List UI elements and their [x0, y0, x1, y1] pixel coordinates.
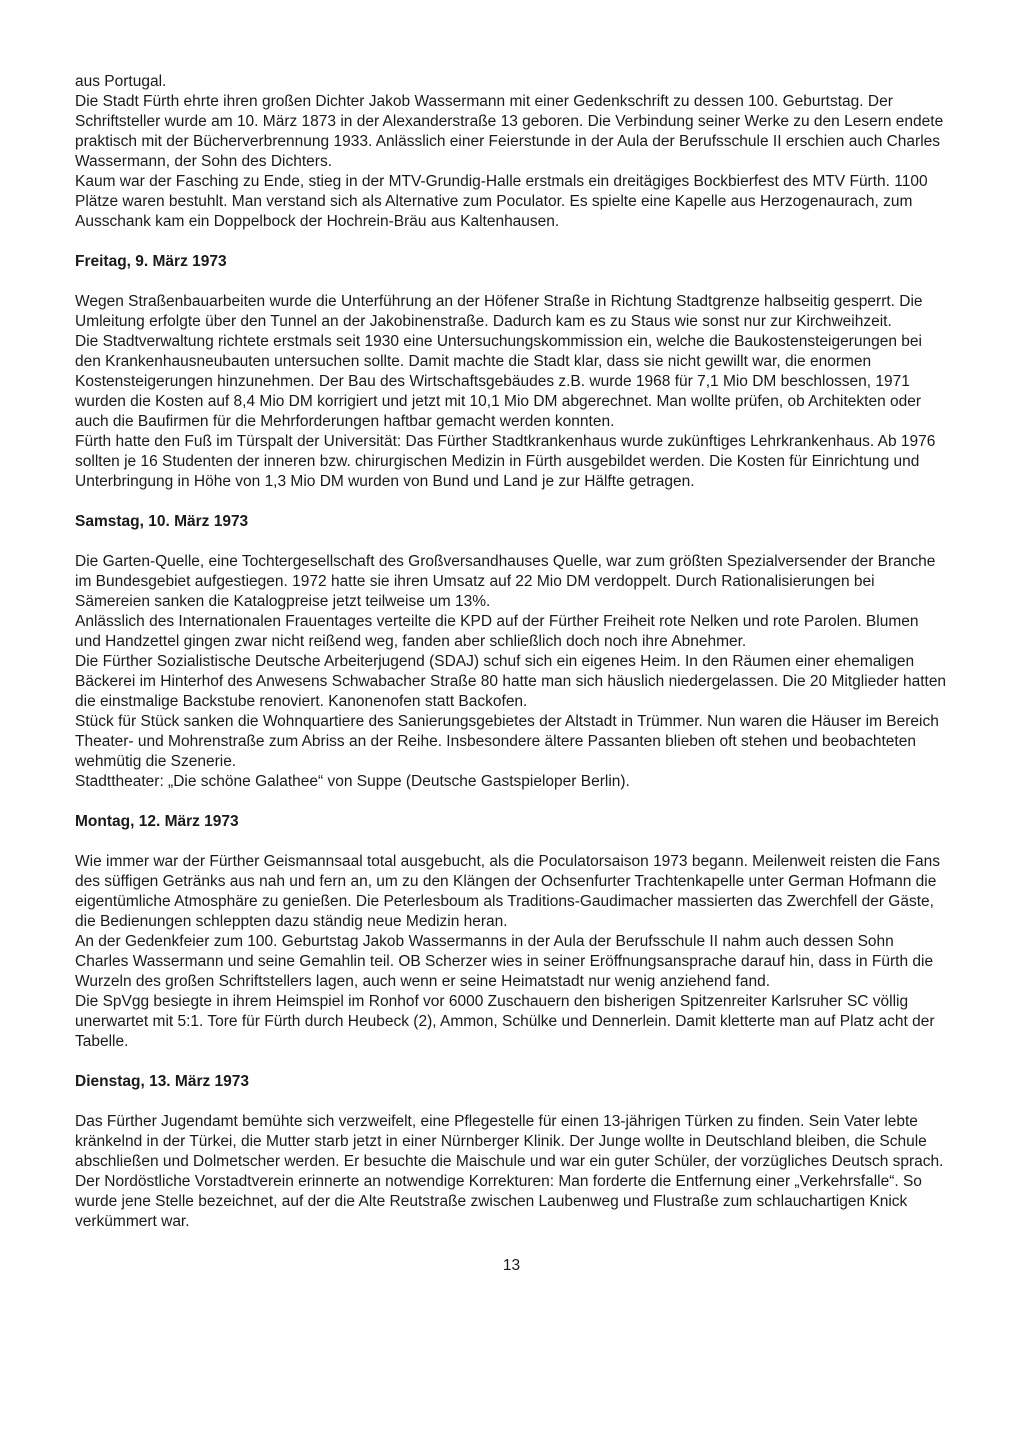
section-heading: Samstag, 10. März 1973 [75, 513, 249, 530]
section-heading: Montag, 12. März 1973 [75, 813, 239, 830]
paragraph: An der Gedenkfeier zum 100. Geburtstag Jakob Wassermanns in der Aula der Berufsschule II nahm auch dessen Sohn Charles Wassermann und seine Gemahlin teil. OB Scherzer wies in seiner Eröffnungsansprache darauf hin, dass in Fürth die Wurzeln des großen Schriftstellers lagen, auch wenn er seine Heimatstadt nur wenig anziehend fand. [75, 933, 934, 990]
paragraph: Das Fürther Jugendamt bemühte sich verzweifelt, eine Pflegestelle für einen 13-jährigen Türken zu finden. Sein Vater lebte kränkelnd in der Türkei, die Mutter starb jetzt in einer Nürnberger Klinik. Der Junge wollte in Deutschland bleiben, die Schule abschließen und Dolmetscher werden. Er besuchte die Maischule und war ein guter Schüler, der vorzügliches Deutsch sprach. [75, 1113, 944, 1170]
document-content [75, 72, 948, 1232]
paragraph: Kaum war der Fasching zu Ende, stieg in der MTV-Grundig-Halle erstmals ein dreitägiges Bockbierfest des MTV Fürth. 1100 Plätze waren bestuhlt. Man verstand sich als Alternative zum Poculator. Es spielte eine Kapelle aus Herzogenaurach, zum Ausschank kam ein Doppelbock der Hochrein-Bräu aus Kaltenhausen. [75, 173, 928, 230]
paragraph: Die Stadt Fürth ehrte ihren großen Dichter Jakob Wassermann mit einer Gedenkschrift zu dessen 100. Geburtstag. Der Schriftsteller wurde am 10. März 1873 in der Alexanderstraße 13 geboren. Die Verbindung seiner Werke zu den Lesern endete praktisch mit der Bücherverbrennung 1933. Anlässlich einer Feierstunde in der Aula der Berufsschule II erschien auch Charles Wassermann, der Sohn des Dichters. [75, 93, 944, 170]
paragraph: Die Stadtverwaltung richtete erstmals seit 1930 eine Untersuchungskommission ein, welche die Baukostensteigerungen bei den Krankenhausneubauten untersuchen sollte. Damit machte die Stadt klar, dass sie nicht gewillt war, die enormen Kostensteigerungen hinzunehmen. Der Bau des Wirtschaftsgebäudes z.B. wurde 1968 für 7,1 Mio DM beschlossen, 1971 wurden die Kosten auf 8,4 Mio DM korrigiert und jetzt mit 10,1 Mio DM abgerechnet. Man wollte prüfen, ob Architekten oder auch die Baufirmen für die Mehrforderungen haftbar gemacht werden konnten. [75, 333, 922, 430]
section-heading: Dienstag, 13. März 1973 [75, 1073, 250, 1090]
paragraph: Die Garten-Quelle, eine Tochtergesellschaft des Großversandhauses Quelle, war zum größten Spezialversender der Branche im Bundesgebiet aufgestiegen. 1972 hatte sie ihren Umsatz auf 22 Mio DM verdoppelt. Durch Rationalisierungen bei Sämereien sanken die Katalogpreise jetzt teilweise um 13%. [75, 553, 936, 610]
paragraph: Die Fürther Sozialistische Deutsche Arbeiterjugend (SDAJ) schuf sich ein eigenes Heim. In den Räumen einer ehemaligen Bäckerei im Hinterhof des Anwesens Schwabacher Straße 80 hatte man sich häuslich niedergelassen. Die 20 Mitglieder hatten die einstmalige Backstube renoviert. Kanonenofen statt Backofen. [75, 653, 947, 710]
paragraph: Wie immer war der Fürther Geismannsaal total ausgebucht, als die Poculatorsaison 1973 begann. Meilenweit reisten die Fans des süffigen Getränks aus nah und fern an, um zu den Klängen der Ochsenfurter Trachtenkapelle unter German Hofmann die eigentümliche Atmosphäre zu genießen. Die Peterlesboum als Traditions-Gaudimacher massierten das Zwerchfell der Gäste, die Bedienungen schleppten dazu ständig neue Medizin heran. [75, 853, 940, 930]
paragraph: Stadttheater: „Die schöne Galathee“ von Suppe (Deutsche Gastspieloper Berlin). [75, 773, 630, 790]
section-heading: Freitag, 9. März 1973 [75, 253, 227, 270]
paragraph: Anlässlich des Internationalen Frauentages verteilte die KPD auf der Fürther Freiheit rote Nelken und rote Parolen. Blumen und Handzettel gingen zwar nicht reißend weg, fanden aber schließlich doch noch ihre Abnehmer. [75, 613, 919, 650]
paragraph: Stück für Stück sanken die Wohnquartiere des Sanierungsgebietes der Altstadt in Trümmer. Nun waren die Häuser im Bereich Theater- und Mohrenstraße zum Abriss an der Reihe. Insbesondere ältere Passanten blieben oft stehen und beobachteten wehmütig die Szenerie. [75, 713, 939, 770]
paragraph: Der Nordöstliche Vorstadtverein erinnerte an notwendige Korrekturen: Man forderte die Entfernung einer „Verkehrsfalle“. So wurde jene Stelle bezeichnet, auf der die Alte Reutstraße zwischen Laubenweg und Flustraße zum schlauchartigen Knick verkümmert war. [75, 1173, 922, 1230]
paragraph: Die SpVgg besiegte in ihrem Heimspiel im Ronhof vor 6000 Zuschauern den bisherigen Spitzenreiter Karlsruher SC völlig unerwartet mit 5:1. Tore für Fürth durch Heubeck (2), Ammon, Schülke und Dennerlein. Damit kletterte man auf Platz acht der Tabelle. [75, 993, 935, 1050]
page-number: 13 [502, 1257, 521, 1274]
paragraph: Wegen Straßenbauarbeiten wurde die Unterführung an der Höfener Straße in Richtung Stadtgrenze halbseitig gesperrt. Die Umleitung erfolgte über den Tunnel an der Jakobinenstraße. Dadurch kam es zu Staus wie sonst nur zur Kirchweihzeit. [75, 293, 923, 330]
paragraph: Fürth hatte den Fuß im Türspalt der Universität: Das Fürther Stadtkrankenhaus wurde zukünftiges Lehrkrankenhaus. Ab 1976 sollten je 16 Studenten der inneren bzw. chirurgischen Medizin in Fürth ausgebildet werden. Die Kosten für Einrichtung und Unterbringung in Höhe von 1,3 Mio DM wurden von Bund und Land je zur Hälfte getragen. [75, 433, 936, 490]
paragraph: aus Portugal. [75, 73, 167, 90]
